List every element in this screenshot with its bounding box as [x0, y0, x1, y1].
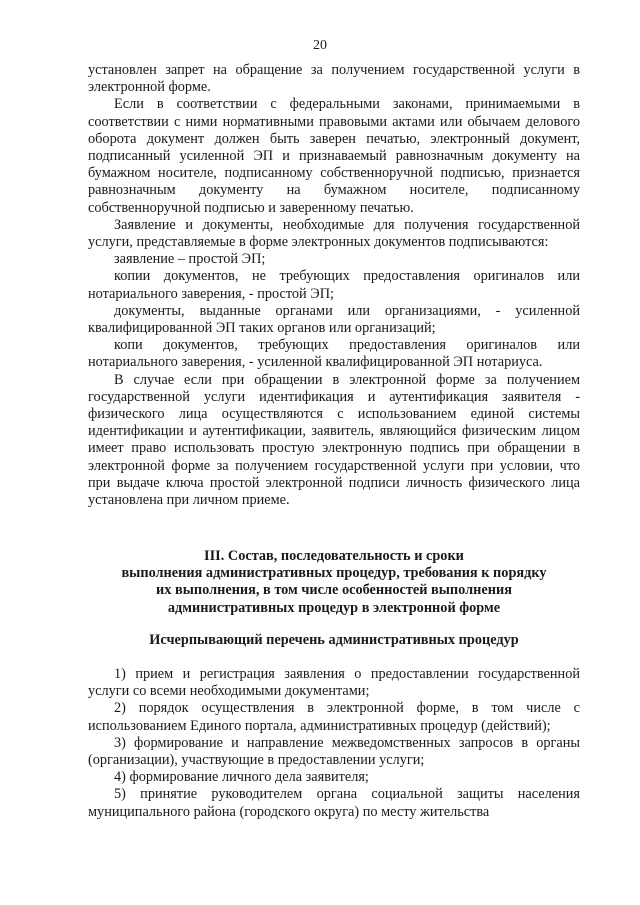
section-heading-line: III. Состав, последовательность и сроки — [204, 548, 464, 564]
list-item: 2) порядок осуществления в электронной форме, в том числе с использованием Единого портала, административных процедур (действий); — [88, 700, 580, 734]
section-heading-line: выполнения административных процедур, требования к порядку — [121, 565, 547, 582]
paragraph: В случае если при обращении в электронной форме за получением государственной услуги идентификация и аутентификация заявителя - физического лица осуществляются с использованием единой системы идентификации и аутентификации, заявитель, являющийся физическим лицом имеет право использовать простую электронную подпись при обращении в электронной форме за получением государственной услуги при условии, что при выдаче ключа простой электронной подписи личность физического лица установлена при личном приеме. — [88, 371, 580, 509]
section-heading-line: административных процедур в электронной форме — [167, 599, 501, 616]
paragraph: копии документов, не требующих предоставления оригиналов или нотариального заверения, - простой ЭП; — [88, 268, 580, 302]
paragraph: Если в соответствии с федеральными законами, принимаемыми в соответствии с ними нормативными правовыми актами или обычаем делового оборота документ должен быть заверен печатью, электронный документ, подписанный усиленной ЭП и признаваемый равнозначным документу на бумажном носителе, подписанному собственноручной подписью, признается равнозначным документу на бумажном носителе, подписанному собственноручной подписью и заверенному печатью. — [88, 96, 580, 216]
procedure-list — [88, 666, 580, 821]
body-text — [88, 62, 580, 509]
sub-heading: Исчерпывающий перечень административных процедур — [149, 632, 519, 648]
paragraph: Заявление и документы, необходимые для получения государственной услуги, представляемые в форме электронных документов подписываются: — [88, 216, 580, 251]
paragraph: документы, выданные органами или организациями, - усиленной квалифицированной ЭП таких органов или организаций; — [88, 302, 580, 337]
list-item: 4) формирование личного дела заявителя; — [114, 769, 369, 786]
paragraph: установлен запрет на обращение за получением государственной услуги в электронной форме. — [88, 62, 580, 96]
paragraph: заявление – простой ЭП; — [114, 251, 266, 268]
paragraph: копи документов, требующих предоставления оригиналов или нотариального заверения, - усиленной квалифицированной ЭП нотариуса. — [88, 337, 580, 371]
list-item: 3) формирование и направление межведомственных запросов в органы (организации), участвующие в предоставлении услуги; — [88, 734, 580, 769]
list-item: 1) прием и регистрация заявления о предоставлении государственной услуги со всеми необходимыми документами; — [88, 666, 580, 700]
page-number: 20 — [313, 38, 327, 53]
list-item: 5) принятие руководителем органа социальной защиты населения муниципального района (городского округа) по месту жительства — [88, 786, 580, 820]
section-heading — [88, 548, 580, 617]
section-heading-line: их выполнения, в том числе особенностей выполнения — [156, 582, 512, 599]
